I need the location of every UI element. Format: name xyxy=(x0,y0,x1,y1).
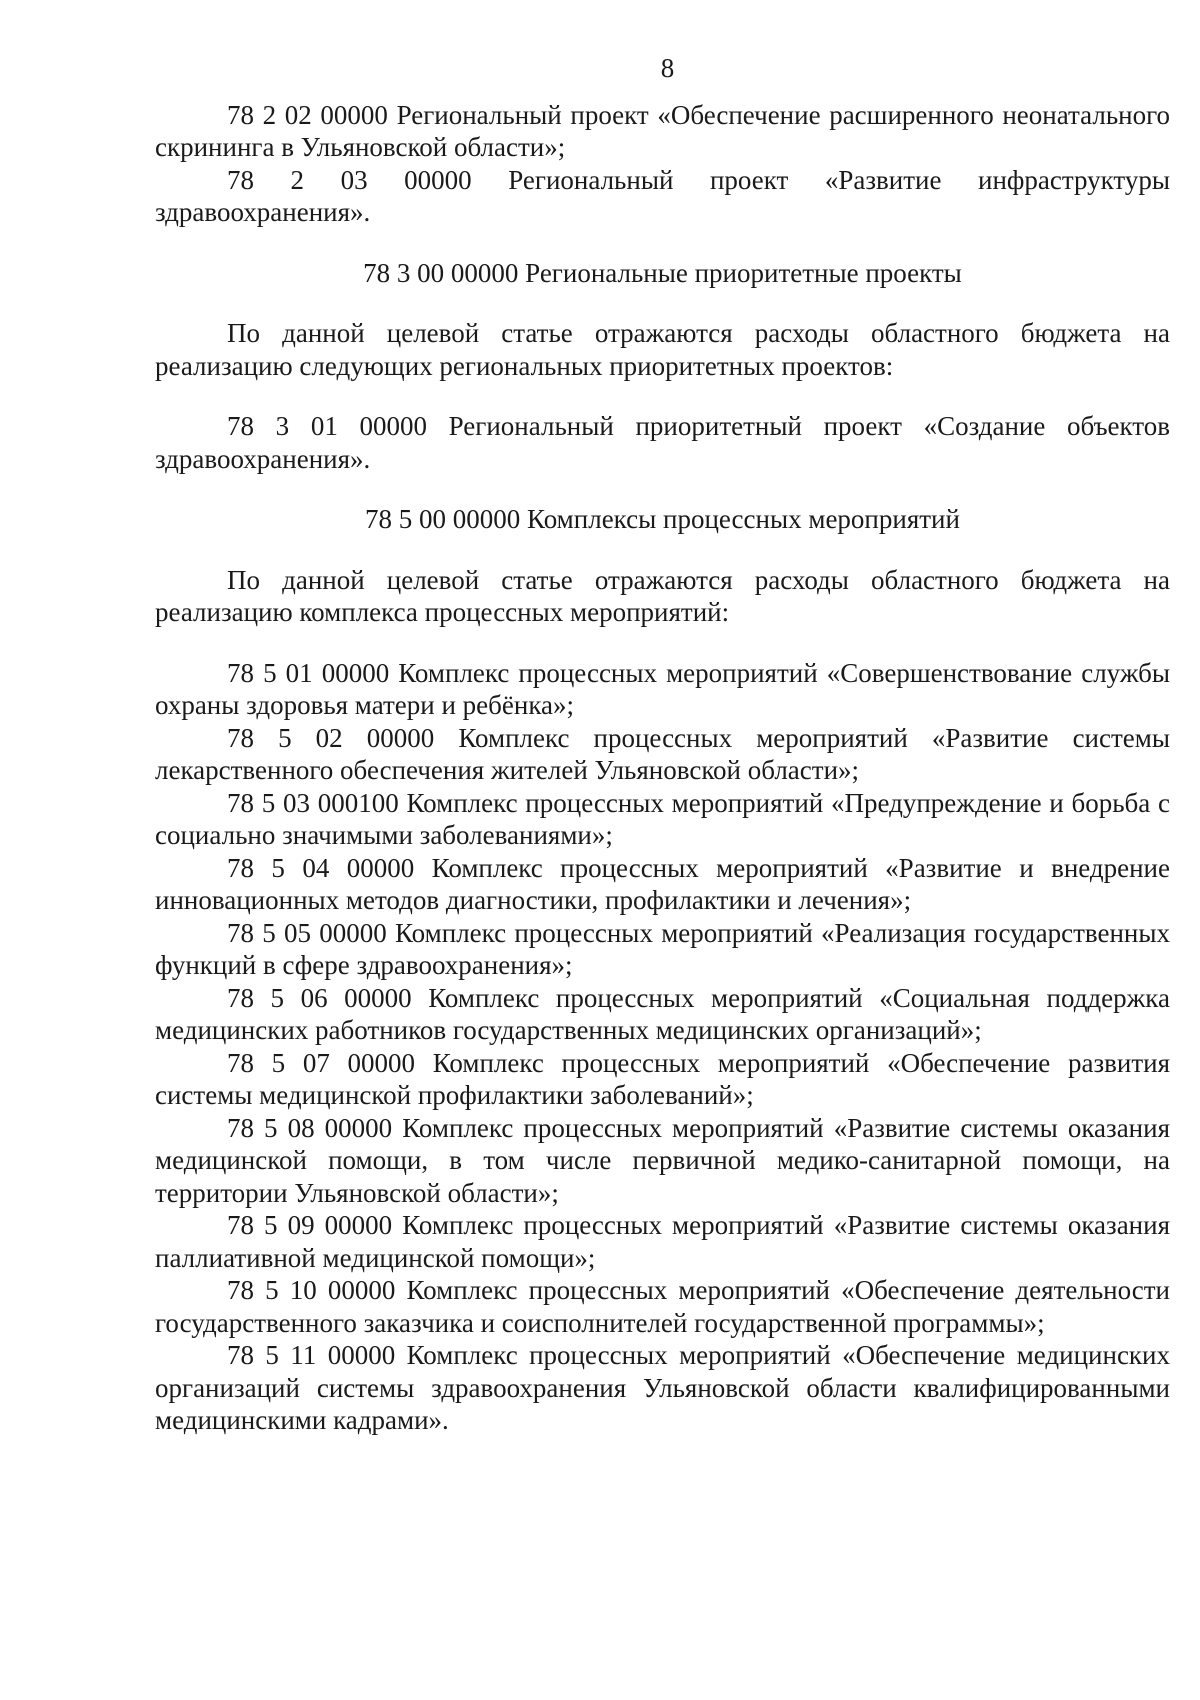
document-page xyxy=(155,52,1170,1437)
process-item: 78 5 01 00000 Комплекс процессных мероприятий «Совершенствование службы охраны здоровья матери и ребёнка»; xyxy=(155,657,1170,720)
process-item: 78 5 06 00000 Комплекс процессных мероприятий «Социальная поддержка медицинских работников государственных медицинских организаций»; xyxy=(155,982,1170,1045)
project-list-3 xyxy=(155,410,1170,475)
section-intro-5: По данной целевой статье отражаются расходы областного бюджета на реализацию комплекса процессных мероприятий: xyxy=(155,564,1170,627)
process-item: 78 5 05 00000 Комплекс процессных мероприятий «Реализация государственных функций в сфере здравоохранения»; xyxy=(155,917,1170,980)
process-list-5 xyxy=(155,657,1170,1437)
process-item: 78 5 10 00000 Комплекс процессных мероприятий «Обеспечение деятельности государственного заказчика и соисполнителей государственной программы»; xyxy=(155,1275,1170,1338)
process-item: 78 5 08 00000 Комплекс процессных мероприятий «Развитие системы оказания медицинской помощи, в том числе первичной медико-санитарной помощи, на территории Ульяновской области»; xyxy=(155,1112,1170,1208)
process-item: 78 5 09 00000 Комплекс процессных мероприятий «Развитие системы оказания паллиативной медицинской помощи»; xyxy=(155,1210,1170,1273)
process-item: 78 5 04 00000 Комплекс процессных мероприятий «Развитие и внедрение инновационных методов диагностики, профилактики и лечения»; xyxy=(155,852,1170,915)
project-item: 78 2 02 00000 Региональный проект «Обеспечение расширенного неонатального скрининга в Ульяновской области»; xyxy=(155,99,1170,162)
process-item: 78 5 03 000100 Комплекс процессных мероприятий «Предупреждение и борьба с социально значимыми заболеваниями»; xyxy=(155,787,1170,850)
section-intro-3: По данной целевой статье отражаются расходы областного бюджета на реализацию следующих региональных приоритетных проектов: xyxy=(155,318,1170,381)
process-item: 78 5 07 00000 Комплекс процессных мероприятий «Обеспечение развития системы медицинской профилактики заболеваний»; xyxy=(155,1047,1170,1110)
section-heading-5: 78 5 00 00000 Комплексы процессных мероприятий xyxy=(365,504,960,534)
process-item: 78 5 11 00000 Комплекс процессных мероприятий «Обеспечение медицинских организаций системы здравоохранения Ульяновской области квалифицированными медицинскими кадрами». xyxy=(155,1340,1170,1435)
project-list-2 xyxy=(155,99,1170,229)
process-item: 78 5 02 00000 Комплекс процессных мероприятий «Развитие системы лекарственного обеспечения жителей Ульяновской области»; xyxy=(155,722,1170,785)
page-number: 8 xyxy=(660,53,675,83)
project-item: 78 2 03 00000 Региональный проект «Развитие инфраструктуры здравоохранения». xyxy=(155,164,1170,227)
project-item: 78 3 01 00000 Региональный приоритетный проект «Создание объектов здравоохранения». xyxy=(155,411,1170,474)
section-heading-3: 78 3 00 00000 Региональные приоритетные проекты xyxy=(363,257,962,288)
